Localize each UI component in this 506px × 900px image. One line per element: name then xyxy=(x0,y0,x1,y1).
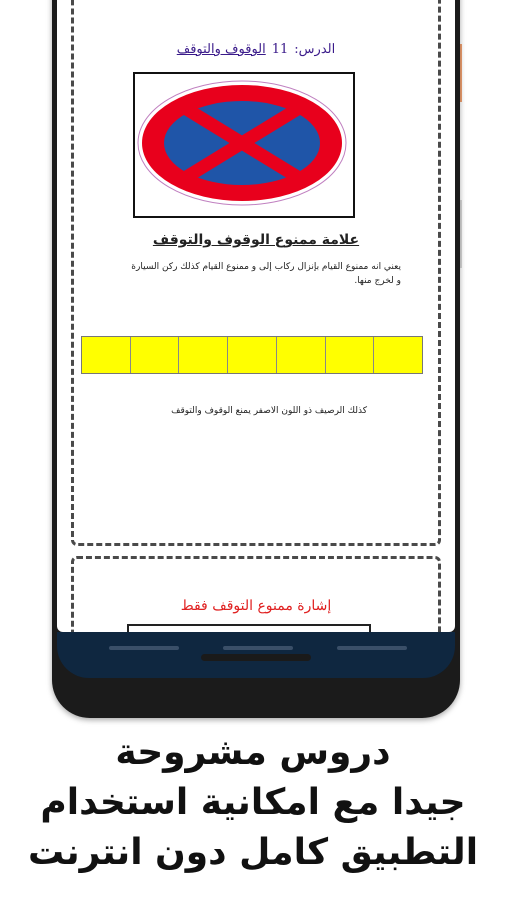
nav-home-indicator[interactable] xyxy=(223,646,293,650)
curb-segment xyxy=(82,337,131,373)
no-stopping-sign-image xyxy=(127,624,371,632)
curb-segment xyxy=(228,337,277,373)
promo-caption xyxy=(0,728,506,878)
no-parking-sign-icon xyxy=(135,74,349,212)
phone-frame xyxy=(52,0,460,718)
curb-segment xyxy=(326,337,375,373)
curb-segment xyxy=(277,337,326,373)
no-stopping-heading: إشارة ممنوع التوقف فقط xyxy=(180,598,332,614)
lesson-label: الدرس: xyxy=(294,42,336,57)
sign-image xyxy=(133,72,355,218)
lesson-title xyxy=(57,42,455,57)
lesson-number: 11 xyxy=(271,42,289,57)
gesture-pill[interactable] xyxy=(201,654,311,661)
nav-recents-indicator[interactable] xyxy=(337,646,407,650)
sign-description-line1: يعني انه ممنوع القيام بإنزال ركاب إلى و ممنوع القيام كذلك ركن السيارة xyxy=(131,262,401,272)
app-screen[interactable] xyxy=(57,0,455,632)
nav-back-indicator[interactable] xyxy=(109,646,179,650)
caption-line3: التطبيق كامل دون انترنت xyxy=(27,832,479,873)
curb-description: كذلك الرصيف ذو اللون الاصفر يمنع الوقوف والتوقف xyxy=(171,406,367,416)
sign-heading: علامة ممنوع الوقوف والتوقف xyxy=(152,232,360,248)
lesson-topic: الوقوف والتوقف xyxy=(176,42,266,57)
yellow-curb-image xyxy=(81,336,423,374)
sign-description xyxy=(105,260,401,288)
system-nav-bar xyxy=(57,632,455,678)
curb-segment xyxy=(374,337,422,373)
curb-segment xyxy=(131,337,180,373)
caption-line2: جيدا مع امكانية استخدام xyxy=(40,782,466,823)
next-lesson-card xyxy=(71,556,441,632)
caption-line1: دروس مشروحة xyxy=(115,732,391,773)
curb-segment xyxy=(179,337,228,373)
sign-description-line2: و لخرج منها. xyxy=(354,276,401,286)
